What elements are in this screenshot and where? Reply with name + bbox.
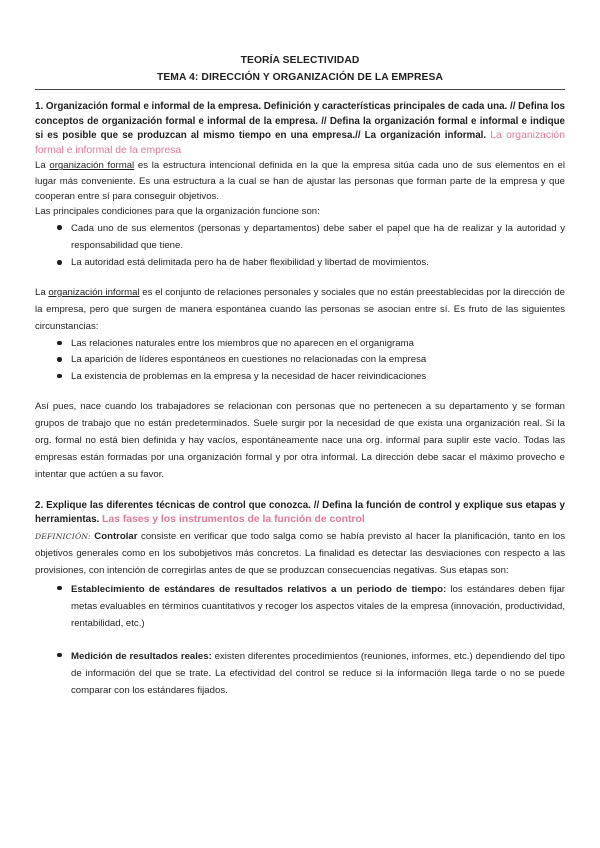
list-item: Las relaciones naturales entre los miembros que no aparecen en el organigrama	[71, 336, 565, 352]
circumstances-list	[35, 336, 565, 385]
informal-prefix: La	[35, 286, 49, 298]
definition-term: Controlar	[94, 530, 138, 542]
document-title	[35, 52, 565, 86]
title-line-1: TEORÍA SELECTIVIDAD	[240, 55, 360, 66]
conditions-list	[35, 220, 565, 271]
stage-title: Establecimiento de estándares de resultados relativos a un periodo de tiempo:	[71, 583, 447, 595]
stages-list-2	[35, 648, 565, 699]
formal-term: organización formal	[49, 160, 135, 172]
list-item: La autoridad está delimitada pero ha de haber flexibilidad y libertad de movimientos.	[71, 255, 565, 271]
definition-text: consiste en verificar que todo salga como se había previsto al hacer la planificación, tanto en los objetivos generales como en los subobjetivos más concretos. La finalidad es detectar las desviaciones con respecto a las provisiones, con intención de corregirlas antes de que se produzcan consecuencias negativas. Sus etapas son:	[35, 530, 565, 576]
stage-text: los estándares deben fijar metas evaluables en términos cuantitativos y recoger los aspectos vitales de la empresa (innovación, productividad, rentabilidad, etc.)	[71, 583, 565, 629]
closing-paragraph: Así pues, nace cuando los trabajadores se relacionan con personas que no pertenecen a su departamento y se forman grupos de trabajo que no están predeterminados. Suele surgir por la necesidad de que exista una organización real. Si la org. formal no está bien definida y hay vacíos, espontáneamente nace una org. informal para suplir este vacío. Todas las empresas están formadas por una organización formal y por otra informal. La dirección debe sacar el máximo provecho e intentar que actúen a su favor.	[35, 400, 565, 480]
informal-paragraph	[35, 284, 565, 335]
list-item: La existencia de problemas en la empresa y la necesidad de hacer reivindicaciones	[71, 369, 565, 385]
section2-question	[35, 499, 565, 528]
formal-paragraph	[35, 158, 565, 204]
definicion-label: DEFINICIÓN:	[35, 531, 91, 541]
section2-highlight: Las fases y los instrumentos de la función de control	[102, 514, 365, 526]
stage-text: existen diferentes procedimientos (reuniones, informes, etc.) dependiendo del tipo de información del que se trate. La efectividad del control se reduce si la información llega tarde o no se puede comparar con los estándares fijados.	[71, 650, 565, 696]
formal-prefix: La	[35, 160, 50, 172]
informal-term: organización informal	[48, 286, 140, 298]
title-line-2: TEMA 4: DIRECCIÓN Y ORGANIZACIÓN DE LA EMPRESA	[156, 72, 444, 83]
list-item: Cada uno de sus elementos (personas y departamentos) debe saber el papel que ha de realizar y la autoridad y responsabilidad que tiene.	[71, 220, 565, 254]
informal-definition: es el conjunto de relaciones personales y sociales que no están preestablecidas por la dirección de la empresa, pero que surgen de manera espontánea cuando las personas se asocian entre sí. Es fruto de las siguientes circunstancias:	[35, 286, 565, 332]
stages-list	[35, 581, 565, 632]
list-item: La aparición de líderes espontáneos en cuestiones no relacionadas con la empresa	[71, 352, 565, 368]
formal-definition: es la estructura intencional definida en la que la empresa sitúa cada uno de sus elementos en el lugar más conveniente. Es una estructura a la cual se han de ajustar las personas que forman parte de la empresa y que cooperan entre sí para conseguir objetivos.	[35, 160, 565, 202]
section1-highlight: La organización formal e informal de la empresa	[35, 130, 565, 156]
document-page	[35, 52, 565, 700]
definition-paragraph	[35, 528, 565, 579]
conditions-intro: Las principales condiciones para que la organización funcione son:	[35, 205, 320, 217]
section1-question	[35, 100, 565, 158]
section2-question-text: 2. Explique las diferentes técnicas de control que conozca. // Defina la función de control y explique sus etapas y herramientas.	[35, 499, 565, 526]
stage-title: Medición de resultados reales:	[71, 650, 212, 662]
list-item	[71, 648, 565, 699]
title-divider	[35, 89, 565, 90]
list-item	[71, 581, 565, 632]
section1-question-text: 1. Organización formal e informal de la empresa. Definición y características principales de cada una. // Defina los conceptos de organización formal e informal de la empresa. // Defina la organización formal e informal e indique si es posible que se produzcan al mismo tiempo en una empresa.// La organización informal.	[35, 101, 565, 142]
